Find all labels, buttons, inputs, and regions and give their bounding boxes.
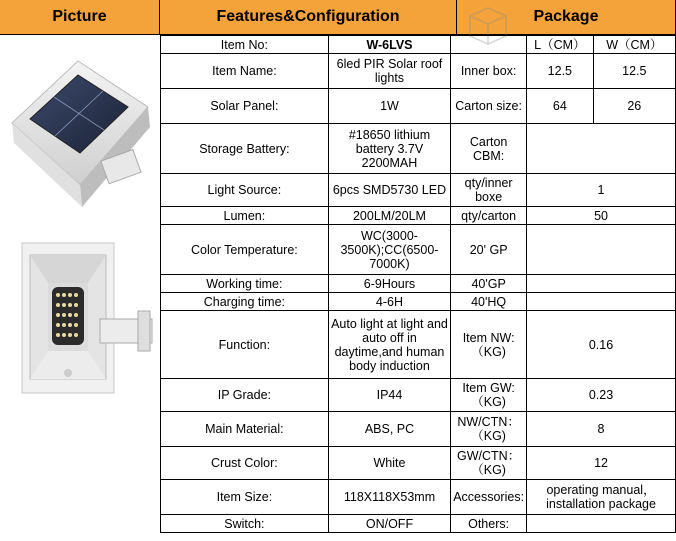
spec-label: Lumen: (161, 207, 329, 225)
package-label: Item GW:（KG) (451, 379, 527, 412)
package-label: qty/inner boxe (451, 174, 527, 207)
package-value: 12 (527, 447, 676, 480)
package-label: NW/CTN：（KG) (451, 412, 527, 447)
package-value (527, 225, 676, 275)
product-photo-led-bottom (0, 235, 160, 405)
spec-value: WC(3000-3500K);CC(6500-7000K) (328, 225, 450, 275)
table-row (161, 480, 676, 515)
spec-value: 6pcs SMD5730 LED (328, 174, 450, 207)
spec-label: Working time: (161, 275, 329, 293)
package-label: Item NW:（KG) (451, 311, 527, 379)
table-row (161, 311, 676, 379)
package-label: Carton size: (451, 89, 527, 124)
package-label: GW/CTN：（KG) (451, 447, 527, 480)
package-label: Others: (451, 515, 527, 533)
spec-value: Auto light at light and auto off in daytime,and human body induction (328, 311, 450, 379)
spec-label: Item Size: (161, 480, 329, 515)
table-row (161, 515, 676, 533)
features-header: Features&Configuration (160, 0, 457, 35)
spec-label: Item Name: (161, 54, 329, 89)
spec-label: Light Source: (161, 174, 329, 207)
spec-value: 118X118X53mm (328, 480, 450, 515)
package-value (527, 515, 676, 533)
table-row (161, 174, 676, 207)
spec-value: IP44 (328, 379, 450, 412)
spec-value: #18650 lithium battery 3.7V 2200MAH (328, 124, 450, 174)
spec-label: Charging time: (161, 293, 329, 311)
spec-value: 1W (328, 89, 450, 124)
package-value: 8 (527, 412, 676, 447)
product-pictures (0, 35, 160, 541)
table-row (161, 124, 676, 174)
package-value (527, 124, 676, 174)
package-label: Accessories: (451, 480, 527, 515)
package-value: 1 (527, 174, 676, 207)
package-header: Package (457, 0, 676, 35)
package-label: Inner box: (451, 54, 527, 89)
spec-label: Function: (161, 311, 329, 379)
package-label: qty/carton (451, 207, 527, 225)
table-row (161, 89, 676, 124)
spec-label: Crust Color: (161, 447, 329, 480)
spec-value: 6led PIR Solar roof lights (328, 54, 450, 89)
spec-value: White (328, 447, 450, 480)
package-label: 40'GP (451, 275, 527, 293)
table-row (161, 225, 676, 275)
package-value: 50 (527, 207, 676, 225)
package-length: 12.5 (527, 54, 594, 89)
spec-value: 4-6H (328, 293, 450, 311)
package-value: operating manual，installation package (527, 480, 676, 515)
package-label: 40'HQ (451, 293, 527, 311)
table-row (161, 293, 676, 311)
table-row (161, 207, 676, 225)
spec-value: ABS, PC (328, 412, 450, 447)
table-row (161, 412, 676, 447)
spec-value: ON/OFF (328, 515, 450, 533)
spec-table (160, 35, 676, 533)
package-value: 0.23 (527, 379, 676, 412)
spec-label: IP Grade: (161, 379, 329, 412)
table-row (161, 36, 676, 54)
spec-value: W-6LVS (328, 36, 450, 54)
package-label: Carton CBM: (451, 124, 527, 174)
table-row (161, 379, 676, 412)
package-value (527, 275, 676, 293)
package-value: 0.16 (527, 311, 676, 379)
package-length: 64 (527, 89, 594, 124)
spec-label: Color Temperature: (161, 225, 329, 275)
spec-value: 6-9Hours (328, 275, 450, 293)
package-width: 12.5 (593, 54, 675, 89)
package-length-header: L（CM） (527, 36, 594, 54)
package-label: 20' GP (451, 225, 527, 275)
spec-label: Switch: (161, 515, 329, 533)
spec-label: Item No: (161, 36, 329, 54)
spec-label: Main Material: (161, 412, 329, 447)
table-row (161, 447, 676, 480)
table-row (161, 54, 676, 89)
spec-label: Storage Battery: (161, 124, 329, 174)
package-width: 26 (593, 89, 675, 124)
picture-header: Picture (0, 0, 160, 35)
product-photo-solar-top (0, 35, 160, 225)
package-value (527, 293, 676, 311)
spec-label: Solar Panel: (161, 89, 329, 124)
table-row (161, 275, 676, 293)
package-width-header: W（CM） (593, 36, 675, 54)
spec-value: 200LM/20LM (328, 207, 450, 225)
package-label (451, 36, 527, 54)
